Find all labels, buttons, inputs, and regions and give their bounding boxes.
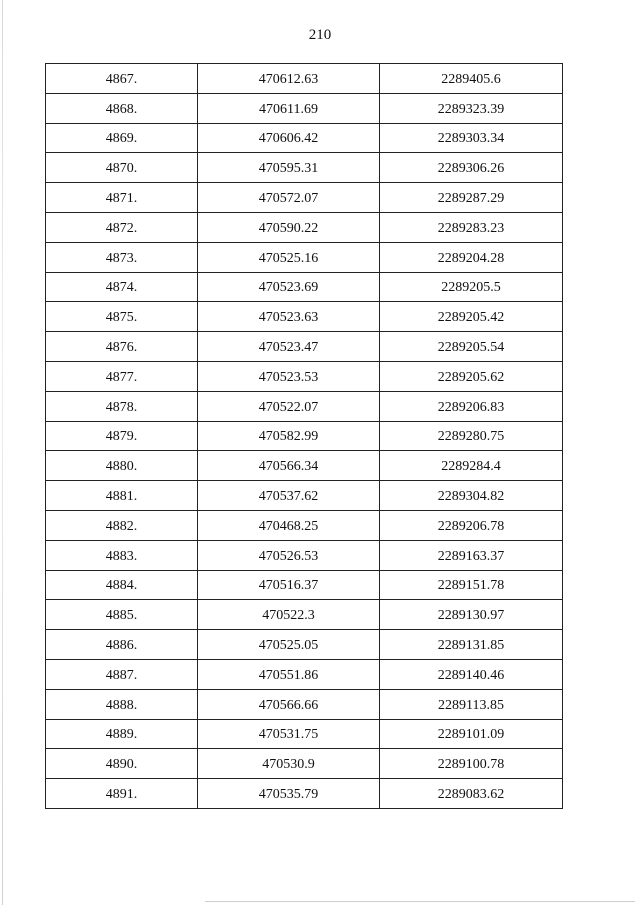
y-coordinate-cell: 2289151.78 xyxy=(380,570,563,600)
y-coordinate-cell: 2289163.37 xyxy=(380,540,563,570)
x-coordinate-cell: 470566.66 xyxy=(198,689,380,719)
point-number-cell: 4870. xyxy=(46,153,198,183)
x-coordinate-cell: 470535.79 xyxy=(198,779,380,809)
x-coordinate-cell: 470523.69 xyxy=(198,272,380,302)
table-row xyxy=(46,481,563,511)
table-row xyxy=(46,212,563,242)
point-number-cell: 4872. xyxy=(46,212,198,242)
y-coordinate-cell: 2289101.09 xyxy=(380,719,563,749)
x-coordinate-cell: 470525.16 xyxy=(198,242,380,272)
coordinates-table xyxy=(45,63,563,809)
x-coordinate-cell: 470522.07 xyxy=(198,391,380,421)
point-number-cell: 4873. xyxy=(46,242,198,272)
y-coordinate-cell: 2289206.83 xyxy=(380,391,563,421)
x-coordinate-cell: 470566.34 xyxy=(198,451,380,481)
table-row xyxy=(46,123,563,153)
x-coordinate-cell: 470526.53 xyxy=(198,540,380,570)
point-number-cell: 4883. xyxy=(46,540,198,570)
y-coordinate-cell: 2289204.28 xyxy=(380,242,563,272)
x-coordinate-cell: 470590.22 xyxy=(198,212,380,242)
x-coordinate-cell: 470523.53 xyxy=(198,361,380,391)
point-number-cell: 4885. xyxy=(46,600,198,630)
y-coordinate-cell: 2289303.34 xyxy=(380,123,563,153)
point-number-cell: 4881. xyxy=(46,481,198,511)
scan-edge-left xyxy=(2,0,3,905)
y-coordinate-cell: 2289113.85 xyxy=(380,689,563,719)
x-coordinate-cell: 470468.25 xyxy=(198,510,380,540)
x-coordinate-cell: 470523.63 xyxy=(198,302,380,332)
x-coordinate-cell: 470516.37 xyxy=(198,570,380,600)
x-coordinate-cell: 470531.75 xyxy=(198,719,380,749)
point-number-cell: 4880. xyxy=(46,451,198,481)
point-number-cell: 4884. xyxy=(46,570,198,600)
table-row xyxy=(46,719,563,749)
scan-edge-bottom xyxy=(205,901,635,902)
y-coordinate-cell: 2289280.75 xyxy=(380,421,563,451)
table-row xyxy=(46,630,563,660)
point-number-cell: 4871. xyxy=(46,183,198,213)
table-row xyxy=(46,451,563,481)
point-number-cell: 4890. xyxy=(46,749,198,779)
point-number-cell: 4867. xyxy=(46,64,198,94)
table-row xyxy=(46,749,563,779)
y-coordinate-cell: 2289140.46 xyxy=(380,659,563,689)
y-coordinate-cell: 2289304.82 xyxy=(380,481,563,511)
x-coordinate-cell: 470611.69 xyxy=(198,93,380,123)
y-coordinate-cell: 2289205.5 xyxy=(380,272,563,302)
y-coordinate-cell: 2289206.78 xyxy=(380,510,563,540)
y-coordinate-cell: 2289287.29 xyxy=(380,183,563,213)
x-coordinate-cell: 470582.99 xyxy=(198,421,380,451)
x-coordinate-cell: 470522.3 xyxy=(198,600,380,630)
x-coordinate-cell: 470523.47 xyxy=(198,332,380,362)
table-row xyxy=(46,570,563,600)
y-coordinate-cell: 2289130.97 xyxy=(380,600,563,630)
coordinates-table-body xyxy=(46,64,563,809)
x-coordinate-cell: 470595.31 xyxy=(198,153,380,183)
page-number: 210 xyxy=(308,27,332,43)
y-coordinate-cell: 2289323.39 xyxy=(380,93,563,123)
table-row xyxy=(46,93,563,123)
point-number-cell: 4891. xyxy=(46,779,198,809)
table-row xyxy=(46,779,563,809)
y-coordinate-cell: 2289306.26 xyxy=(380,153,563,183)
x-coordinate-cell: 470551.86 xyxy=(198,659,380,689)
x-coordinate-cell: 470525.05 xyxy=(198,630,380,660)
y-coordinate-cell: 2289205.54 xyxy=(380,332,563,362)
point-number-cell: 4879. xyxy=(46,421,198,451)
point-number-cell: 4874. xyxy=(46,272,198,302)
y-coordinate-cell: 2289205.42 xyxy=(380,302,563,332)
table-row xyxy=(46,332,563,362)
table-row xyxy=(46,659,563,689)
point-number-cell: 4887. xyxy=(46,659,198,689)
y-coordinate-cell: 2289083.62 xyxy=(380,779,563,809)
y-coordinate-cell: 2289131.85 xyxy=(380,630,563,660)
table-row xyxy=(46,510,563,540)
point-number-cell: 4886. xyxy=(46,630,198,660)
point-number-cell: 4876. xyxy=(46,332,198,362)
point-number-cell: 4888. xyxy=(46,689,198,719)
x-coordinate-cell: 470606.42 xyxy=(198,123,380,153)
point-number-cell: 4868. xyxy=(46,93,198,123)
table-row xyxy=(46,242,563,272)
y-coordinate-cell: 2289405.6 xyxy=(380,64,563,94)
x-coordinate-cell: 470530.9 xyxy=(198,749,380,779)
point-number-cell: 4882. xyxy=(46,510,198,540)
table-row xyxy=(46,421,563,451)
table-row xyxy=(46,153,563,183)
y-coordinate-cell: 2289205.62 xyxy=(380,361,563,391)
table-row xyxy=(46,600,563,630)
table-row xyxy=(46,272,563,302)
point-number-cell: 4869. xyxy=(46,123,198,153)
y-coordinate-cell: 2289284.4 xyxy=(380,451,563,481)
x-coordinate-cell: 470537.62 xyxy=(198,481,380,511)
y-coordinate-cell: 2289100.78 xyxy=(380,749,563,779)
point-number-cell: 4877. xyxy=(46,361,198,391)
table-row xyxy=(46,64,563,94)
table-row xyxy=(46,391,563,421)
table-row xyxy=(46,361,563,391)
x-coordinate-cell: 470572.07 xyxy=(198,183,380,213)
table-row xyxy=(46,183,563,213)
point-number-cell: 4878. xyxy=(46,391,198,421)
table-row xyxy=(46,689,563,719)
point-number-cell: 4889. xyxy=(46,719,198,749)
table-row xyxy=(46,302,563,332)
table-row xyxy=(46,540,563,570)
y-coordinate-cell: 2289283.23 xyxy=(380,212,563,242)
x-coordinate-cell: 470612.63 xyxy=(198,64,380,94)
point-number-cell: 4875. xyxy=(46,302,198,332)
